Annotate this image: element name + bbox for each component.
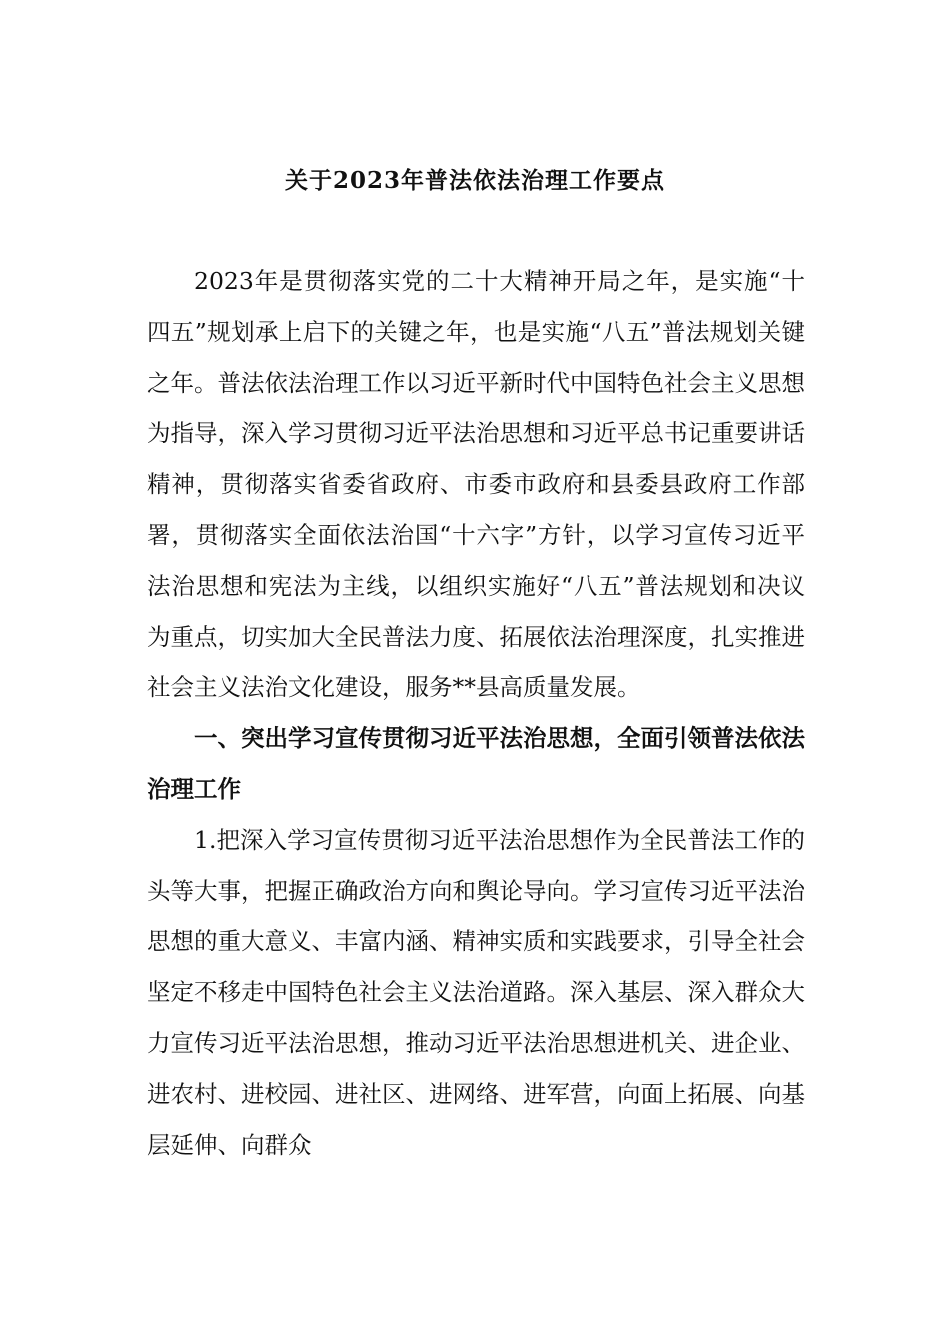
intro-paragraph: 2023年是贯彻落实党的二十大精神开局之年，是实施“十四五”规划承上启下的关键之年，也是实施“八五”普法规划关键之年。普法依法治理工作以习近平新时代中国特色社会主义思想为指导，深入学习贯彻习近平法治思想和习近平总书记重要讲话精神，贯彻落实省委省政府、市委市政府和县委县政府工作部署，贯彻落实全面依法治国“十六字”方针，以学习宣传习近平法治思想和宪法为主线，以组织实施好“八五”普法规划和决议为重点，切实加大全民普法力度、拓展依法治理深度，扎实推进社会主义法治文化建设，服务**县高质量发展。 <box>147 267 805 702</box>
document-body <box>147 256 805 1170</box>
document-title: 关于2023年普法依法治理工作要点 <box>284 167 665 194</box>
item-paragraph-1: 1.把深入学习宣传贯彻习近平法治思想作为全民普法工作的头等大事，把握正确政治方向和舆论导向。学习宣传习近平法治思想的重大意义、丰富内涵、精神实质和实践要求，引导全社会坚定不移走中国特色社会主义法治道路。深入基层、深入群众大力宣传习近平法治思想，推动习近平法治思想进机关、进企业、进农村、进校园、进社区、进网络、进军营，向面上拓展、向基层延伸、向群众 <box>147 825 805 1159</box>
section-heading-1: 一、突出学习宣传贯彻习近平法治思想，全面引领普法依法治理工作 <box>147 724 805 803</box>
